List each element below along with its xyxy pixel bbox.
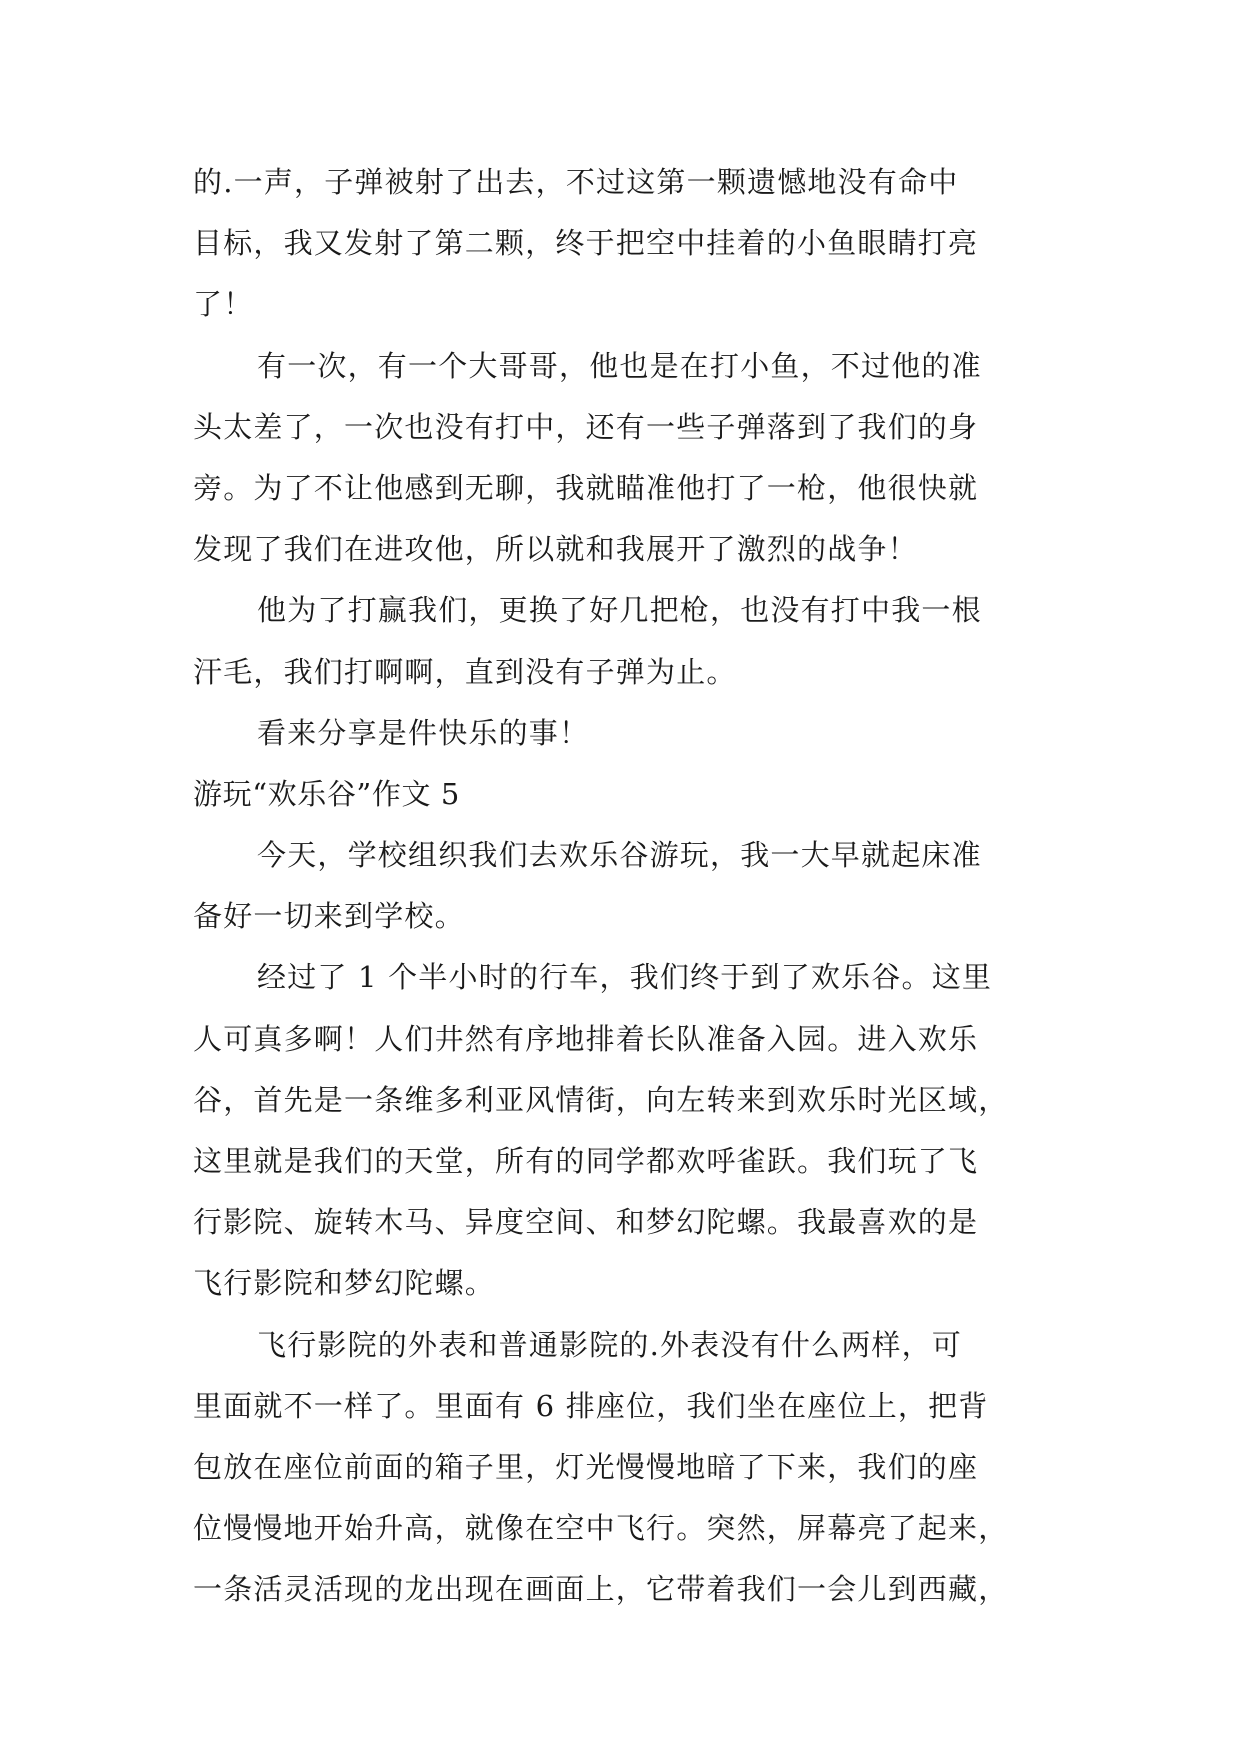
text-line: 一条活灵活现的龙出现在画面上，它带着我们一会儿到西藏， <box>193 1572 1009 1607</box>
paragraph-start-line: 今天，学校组织我们去欢乐谷游玩，我一大早就起床准 <box>257 838 982 873</box>
paragraph-start-line: 看来分享是件快乐的事！ <box>257 715 590 750</box>
paragraph-start-line: 他为了打赢我们，更换了好几把枪，也没有打中我一根 <box>257 593 982 628</box>
paragraph-start-line: 有一次，有一个大哥哥，他也是在打小鱼，不过他的准 <box>257 348 982 383</box>
text-line: 飞行影院和梦幻陀螺。 <box>193 1266 496 1301</box>
text-line: 了！ <box>193 287 254 322</box>
text-line: 目标，我又发射了第二颗，终于把空中挂着的小鱼眼睛打亮 <box>193 226 979 261</box>
text-line: 这里就是我们的天堂，所有的同学都欢呼雀跃。我们玩了飞 <box>193 1144 979 1178</box>
text-line: 旁。为了不让他感到无聊，我就瞄准他打了一枪，他很快就 <box>193 470 979 505</box>
document-body <box>193 152 1051 1621</box>
text-line: 位慢慢地开始升高，就像在空中飞行。突然，屏幕亮了起来， <box>193 1511 1009 1546</box>
text-line: 包放在座位前面的箱子里，灯光慢慢地暗了下来，我们的座 <box>193 1449 979 1484</box>
text-line: 发现了我们在进攻他，所以就和我展开了激烈的战争！ <box>193 532 918 567</box>
text-line: 人可真多啊！人们井然有序地排着长队准备入园。进入欢乐 <box>193 1021 979 1056</box>
paragraph-start-line: 经过了 1 个半小时的行车，我们终于到了欢乐谷。这里 <box>257 960 993 995</box>
text-line: 里面就不一样了。里面有 6 排座位，我们坐在座位上，把背 <box>193 1388 989 1423</box>
text-line: 头太差了，一次也没有打中，还有一些子弹落到了我们的身 <box>193 409 979 444</box>
section-title: 游玩“欢乐谷”作文 5 <box>193 776 460 811</box>
text-line: 备好一切来到学校。 <box>193 899 465 934</box>
text-line: 的.一声，子弹被射了出去，不过这第一颗遗憾地没有命中 <box>193 165 959 199</box>
paragraph-start-line: 飞行影院的外表和普通影院的.外表没有什么两样，可 <box>257 1327 963 1362</box>
text-line: 谷，首先是一条维多利亚风情街，向左转来到欢乐时光区域， <box>193 1082 1009 1117</box>
text-line: 行影院、旋转木马、异度空间、和梦幻陀螺。我最喜欢的是 <box>193 1205 979 1240</box>
text-line: 汗毛，我们打啊啊，直到没有子弹为止。 <box>193 654 737 689</box>
